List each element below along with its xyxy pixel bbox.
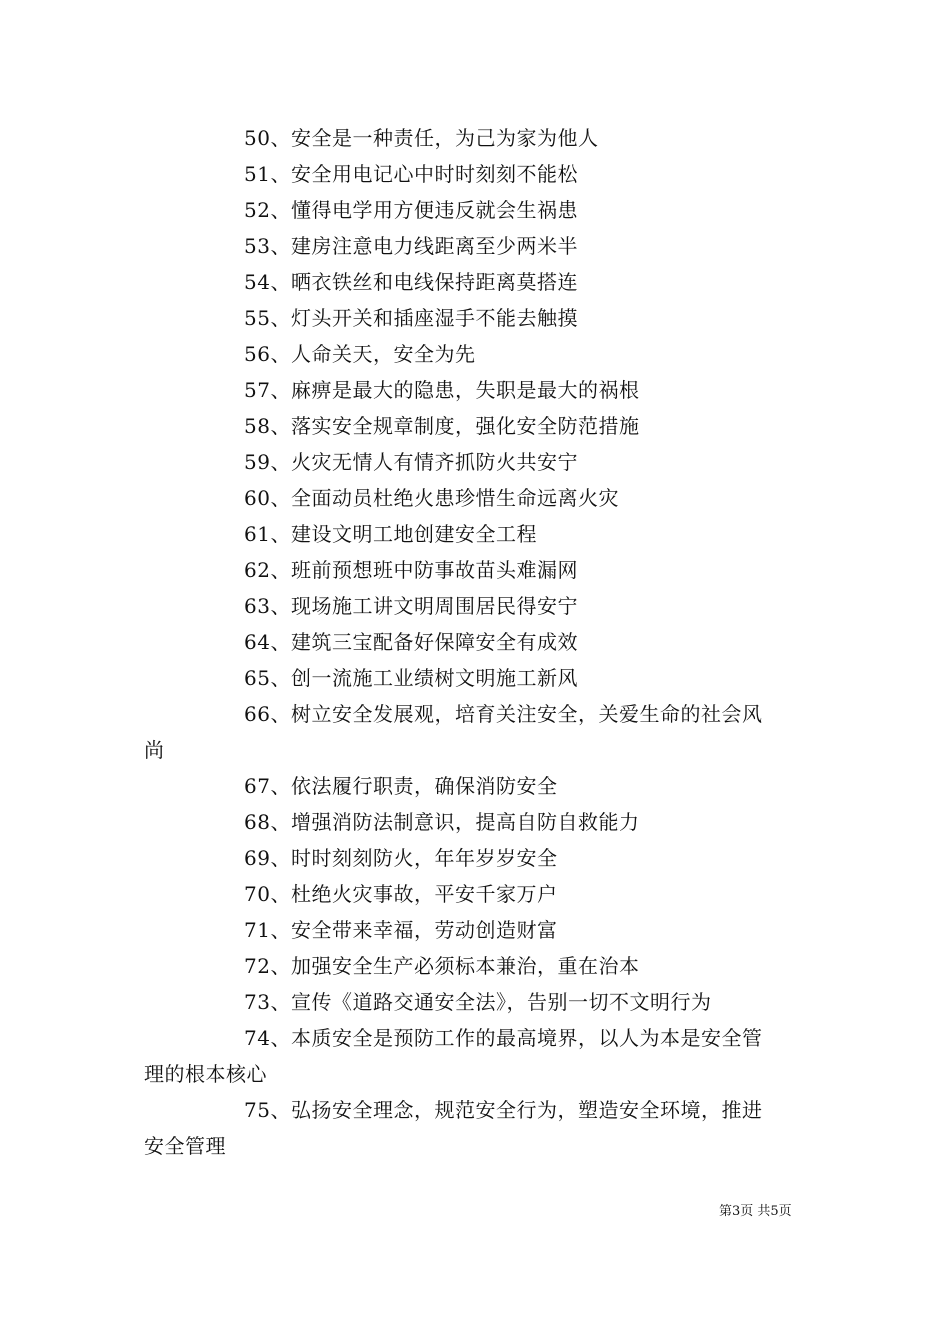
slogan-line: 59、火灾无情人有情齐抓防火共安宁: [244, 450, 578, 474]
slogan-line: 56、人命关天，安全为先: [244, 342, 476, 366]
slogan-line: 73、宣传《道路交通安全法》，告别一切不文明行为: [244, 990, 712, 1014]
slogan-line: 71、安全带来幸福，劳动创造财富: [244, 918, 558, 942]
slogan-line: 62、班前预想班中防事故苗头难漏网: [244, 558, 578, 582]
slogan-line: 65、创一流施工业绩树文明施工新风: [244, 666, 578, 690]
slogan-line: 54、晒衣铁丝和电线保持距离莫搭连: [244, 270, 578, 294]
page-number-footer: 第3页 共5页: [719, 1204, 792, 1219]
slogan-line: 51、安全用电记心中时时刻刻不能松: [244, 162, 578, 186]
slogan-line: 53、建房注意电力线距离至少两米半: [244, 234, 578, 258]
slogan-line: 74、本质安全是预防工作的最高境界，以人为本是安全管: [244, 1026, 763, 1050]
slogan-line: 63、现场施工讲文明周围居民得安宁: [244, 594, 578, 618]
slogan-line: 68、增强消防法制意识，提高自防自救能力: [244, 810, 640, 834]
slogan-continuation-line: 理的根本核心: [144, 1062, 267, 1086]
slogan-line: 52、懂得电学用方便违反就会生祸患: [244, 198, 578, 222]
slogan-line: 50、安全是一种责任，为己为家为他人: [244, 126, 599, 150]
slogan-line: 70、杜绝火灾事故，平安千家万户: [244, 882, 558, 906]
slogan-line: 60、全面动员杜绝火患珍惜生命远离火灾: [244, 486, 619, 510]
slogan-line: 66、树立安全发展观，培育关注安全，关爱生命的社会风: [244, 702, 763, 726]
slogan-continuation-line: 安全管理: [144, 1134, 226, 1158]
slogan-continuation-line: 尚: [144, 738, 165, 762]
slogan-line: 75、弘扬安全理念，规范安全行为，塑造安全环境，推进: [244, 1098, 763, 1122]
slogan-line: 58、落实安全规章制度，强化安全防范措施: [244, 414, 640, 438]
slogan-line: 55、灯头开关和插座湿手不能去触摸: [244, 306, 578, 330]
slogan-line: 64、建筑三宝配备好保障安全有成效: [244, 630, 578, 654]
slogan-line: 69、时时刻刻防火，年年岁岁安全: [244, 846, 558, 870]
slogan-line: 72、加强安全生产必须标本兼治，重在治本: [244, 954, 640, 978]
slogan-line: 67、依法履行职责，确保消防安全: [244, 774, 558, 798]
slogan-line: 57、麻痹是最大的隐患，失职是最大的祸根: [244, 378, 640, 402]
slogan-list: [144, 120, 809, 1164]
slogan-line: 61、建设文明工地创建安全工程: [244, 522, 537, 546]
